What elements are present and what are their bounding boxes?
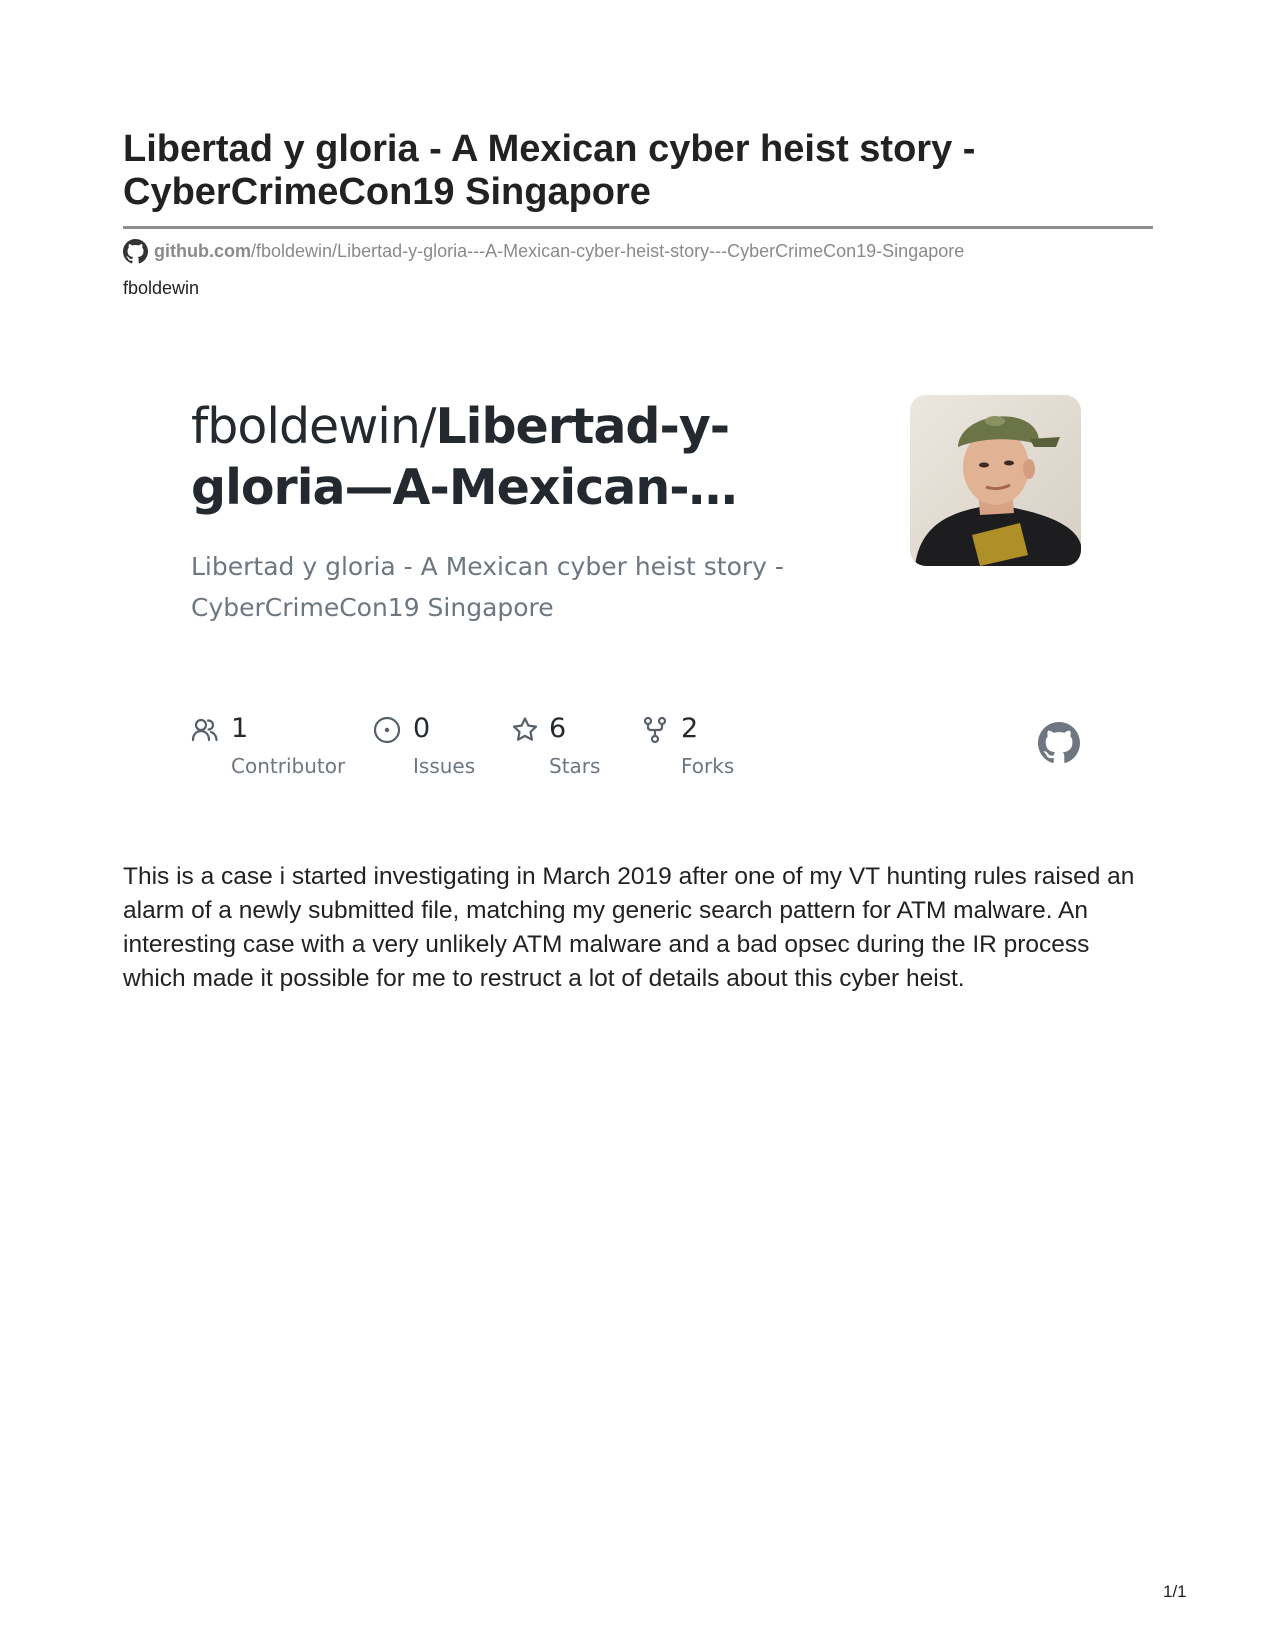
article-body: This is a case i started investigating in March 2019 after one of my VT hunting rules raised an alarm of a newly submitted file, matching my generic search pattern for ATM malware. An interesting case with a very unlikely ATM malware and a bad opsec during the IR process which made it possible for me to restruct a lot of details about this cyber heist. (123, 863, 1135, 992)
github-icon (123, 239, 148, 264)
repo-preview-card[interactable] (123, 360, 1153, 820)
stat-issues-value: 0 (413, 713, 431, 744)
avatar (910, 395, 1081, 566)
stat-stars-label: Stars (549, 754, 601, 778)
stat-forks-label: Forks (681, 754, 735, 778)
author-name: fboldewin (123, 278, 200, 298)
stat-contributors-label: Contributor (231, 754, 346, 778)
source-link[interactable] (123, 238, 964, 264)
title-divider (123, 226, 1153, 229)
stat-contributors-value: 1 (231, 713, 249, 744)
stat-forks-value: 2 (681, 713, 699, 744)
repo-forked-icon (641, 716, 669, 744)
people-icon (191, 716, 219, 744)
source-domain: github.com (154, 240, 251, 261)
repo-description: Libertad y gloria - A Mexican cyber heist story - CyberCrimeCon19 Singapore (191, 552, 784, 622)
star-icon (511, 716, 539, 744)
github-mark-icon[interactable] (1038, 722, 1080, 764)
page-number: 1/1 (1163, 1582, 1187, 1601)
repo-title (191, 396, 771, 518)
stat-issues-label: Issues (413, 754, 476, 778)
source-path: /fboldewin/Libertad-y-gloria---A-Mexican-cyber-heist-story---CyberCrimeCon19-Singapore (251, 240, 965, 261)
stat-stars-value: 6 (549, 713, 567, 744)
issue-opened-icon (373, 716, 401, 744)
repo-owner: fboldewin/ (191, 398, 436, 455)
repo-name: Libertad-y-gloria—A-Mexican-… (191, 398, 737, 516)
page-title: Libertad y gloria - A Mexican cyber heist story - CyberCrimeCon19 Singapore (123, 128, 976, 213)
